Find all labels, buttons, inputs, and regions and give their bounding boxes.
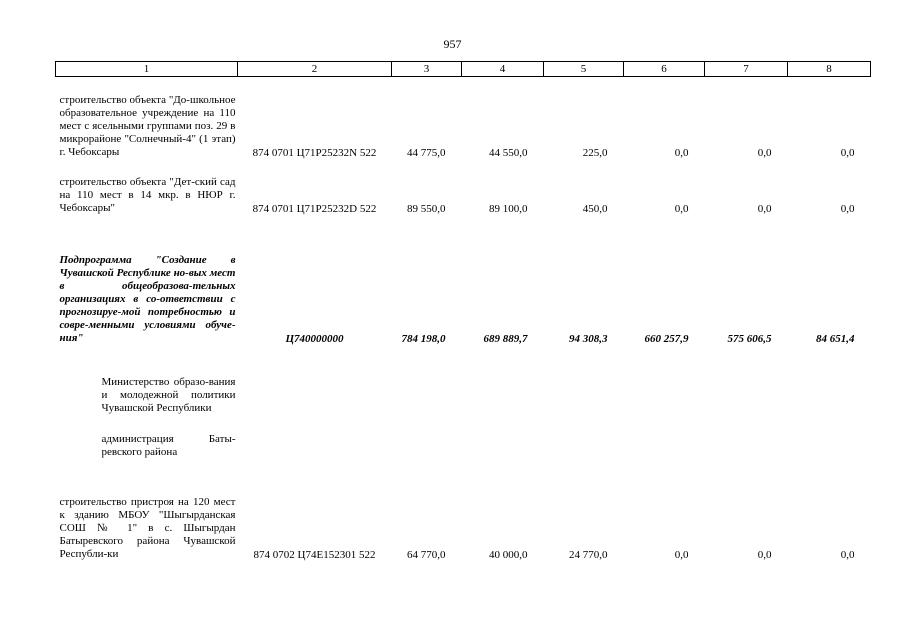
column-header: 3 <box>392 62 462 77</box>
column-header: 7 <box>705 62 788 77</box>
column-header: 5 <box>544 62 624 77</box>
value-col-4: 44 550,0 <box>489 146 528 159</box>
value-col-6: 0,0 <box>674 202 689 215</box>
value-col-3: 784 198,0 <box>401 332 446 345</box>
column-number-row <box>56 62 871 77</box>
value-col-4: 40 000,0 <box>489 548 528 561</box>
value-col-3: 89 550,0 <box>407 202 446 215</box>
budget-code: 874 0702 Ц74E152301 522 <box>253 548 376 561</box>
table-row <box>56 415 871 459</box>
table-row <box>56 159 871 215</box>
value-col-5: 450,0 <box>582 202 608 215</box>
row-description: строительство объекта "Дет-ский сад на 110 мест в 14 мкр. в НЮР г. Чебоксары" <box>59 175 236 214</box>
value-col-7: 575 606,5 <box>727 332 772 345</box>
value-col-3: 44 775,0 <box>407 146 446 159</box>
row-description: администрация Баты-ревского района <box>101 432 236 458</box>
value-col-8: 84 651,4 <box>816 332 855 345</box>
value-col-7: 0,0 <box>757 146 772 159</box>
table-row <box>56 77 871 159</box>
value-col-4: 89 100,0 <box>489 202 528 215</box>
value-col-8: 0,0 <box>840 146 855 159</box>
column-header: 6 <box>624 62 705 77</box>
subprogram-description: Подпрограмма "Создание в Чувашской Республике но-вых мест в общеобразова-тельных организациях в со-ответствии с прогнозируе-мой потребностью и совре-менными условиями обуче-ния" <box>59 253 236 344</box>
value-col-5: 94 308,3 <box>569 332 608 345</box>
budget-code: Ц740000000 <box>285 332 344 345</box>
table-row <box>56 345 871 415</box>
table-row <box>56 459 871 561</box>
row-description: строительство объекта "До-школьное образовательное учреждение на 110 мест с ясельными группами поз. 29 в микрорайоне "Солнечный-4" (1 этап) г. Чебоксары <box>59 93 236 158</box>
value-col-6: 0,0 <box>674 548 689 561</box>
value-col-3: 64 770,0 <box>407 548 446 561</box>
value-col-4: 689 889,7 <box>483 332 528 345</box>
value-col-7: 0,0 <box>757 548 772 561</box>
column-header: 1 <box>56 62 238 77</box>
value-col-5: 24 770,0 <box>569 548 608 561</box>
value-col-5: 225,0 <box>582 146 608 159</box>
column-header: 4 <box>462 62 544 77</box>
budget-code: 874 0701 Ц71P25232N 522 <box>252 146 377 159</box>
row-description: строительство пристроя на 120 мест к зданию МБОУ "Шыгырданская СОШ № 1" в с. Шыгырдан Батыревского района Чувашской Республи-ки <box>59 495 236 560</box>
value-col-8: 0,0 <box>840 548 855 561</box>
value-col-6: 660 257,9 <box>644 332 689 345</box>
value-col-8: 0,0 <box>840 202 855 215</box>
budget-table <box>55 61 871 561</box>
page-number: 957 <box>443 37 462 51</box>
budget-code: 874 0701 Ц71P25232D 522 <box>252 202 377 215</box>
row-description: Министерство образо-вания и молодежной политики Чувашской Республики <box>101 375 236 414</box>
column-header: 8 <box>788 62 871 77</box>
subprogram-row <box>56 215 871 345</box>
value-col-7: 0,0 <box>757 202 772 215</box>
value-col-6: 0,0 <box>674 146 689 159</box>
column-header: 2 <box>238 62 392 77</box>
